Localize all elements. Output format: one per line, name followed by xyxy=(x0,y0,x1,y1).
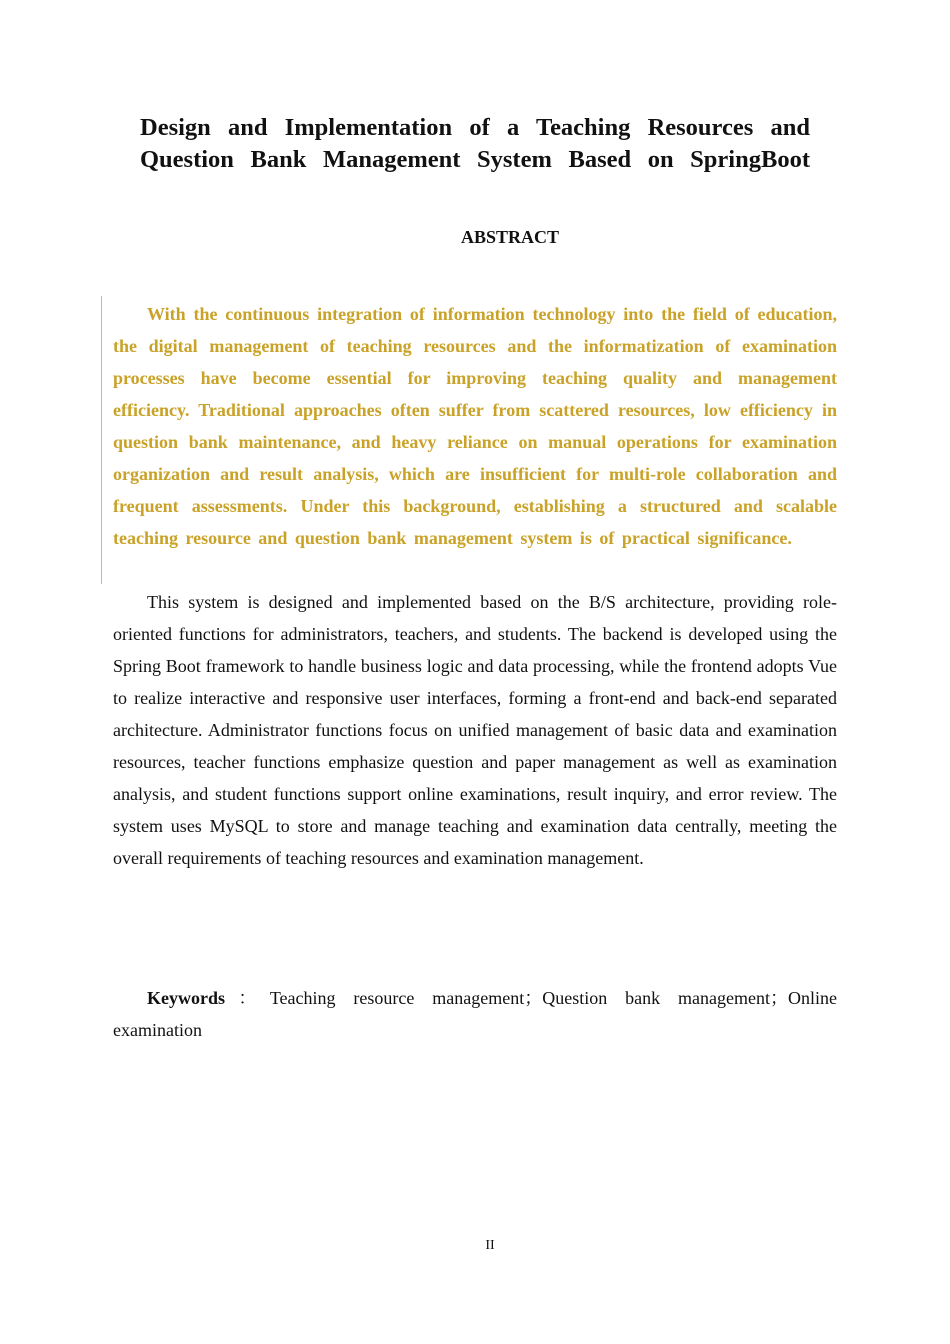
page-number: II xyxy=(485,1238,495,1253)
keywords-text: Teaching resource management；Question bank management；Online examination xyxy=(113,988,837,1040)
abstract-paragraph-2: This system is designed and implemented based on the B/S architecture, providing role-oriented functions for administrators, teachers, and students. The backend is developed using the Spring Boot framework to handle business logic and data processing, while the frontend adopts Vue to realize interactive and responsive user interfaces, forming a front-end and back-end separated architecture. Administrator functions focus on unified management of basic data and examination resources, teacher functions emphasize question and paper management as well as examination analysis, and student functions support online examinations, result inquiry, and error review. The system uses MySQL to store and manage teaching and examination data centrally, meeting the overall requirements of teaching resources and examination management. xyxy=(113,592,837,868)
abstract-heading: ABSTRACT xyxy=(460,227,560,247)
title-line-2: Question Bank Management System Based on SpringBoot xyxy=(140,146,810,173)
document-title xyxy=(140,112,810,176)
keywords-label: Keywords xyxy=(147,988,225,1008)
change-marker-bar xyxy=(101,296,102,584)
title-line-1: Design and Implementation of a Teaching Resources and xyxy=(140,114,810,141)
keywords-paragraph xyxy=(113,982,837,1046)
keywords-separator: ： xyxy=(225,988,270,1008)
abstract-body-section xyxy=(113,586,837,874)
abstract-highlighted-section xyxy=(113,298,837,554)
keywords-section xyxy=(113,982,837,1046)
abstract-paragraph-1: With the continuous integration of information technology into the field of education, the digital management of teaching resources and the informatization of examination processes have become essential for improving teaching quality and management efficiency. Traditional approaches often suffer from scattered resources, low efficiency in question bank maintenance, and heavy reliance on manual operations for examination organization and result analysis, which are insufficient for multi-role collaboration and frequent assessments. Under this background, establishing a structured and scalable teaching resource and question bank management system is of practical significance. xyxy=(113,304,837,548)
